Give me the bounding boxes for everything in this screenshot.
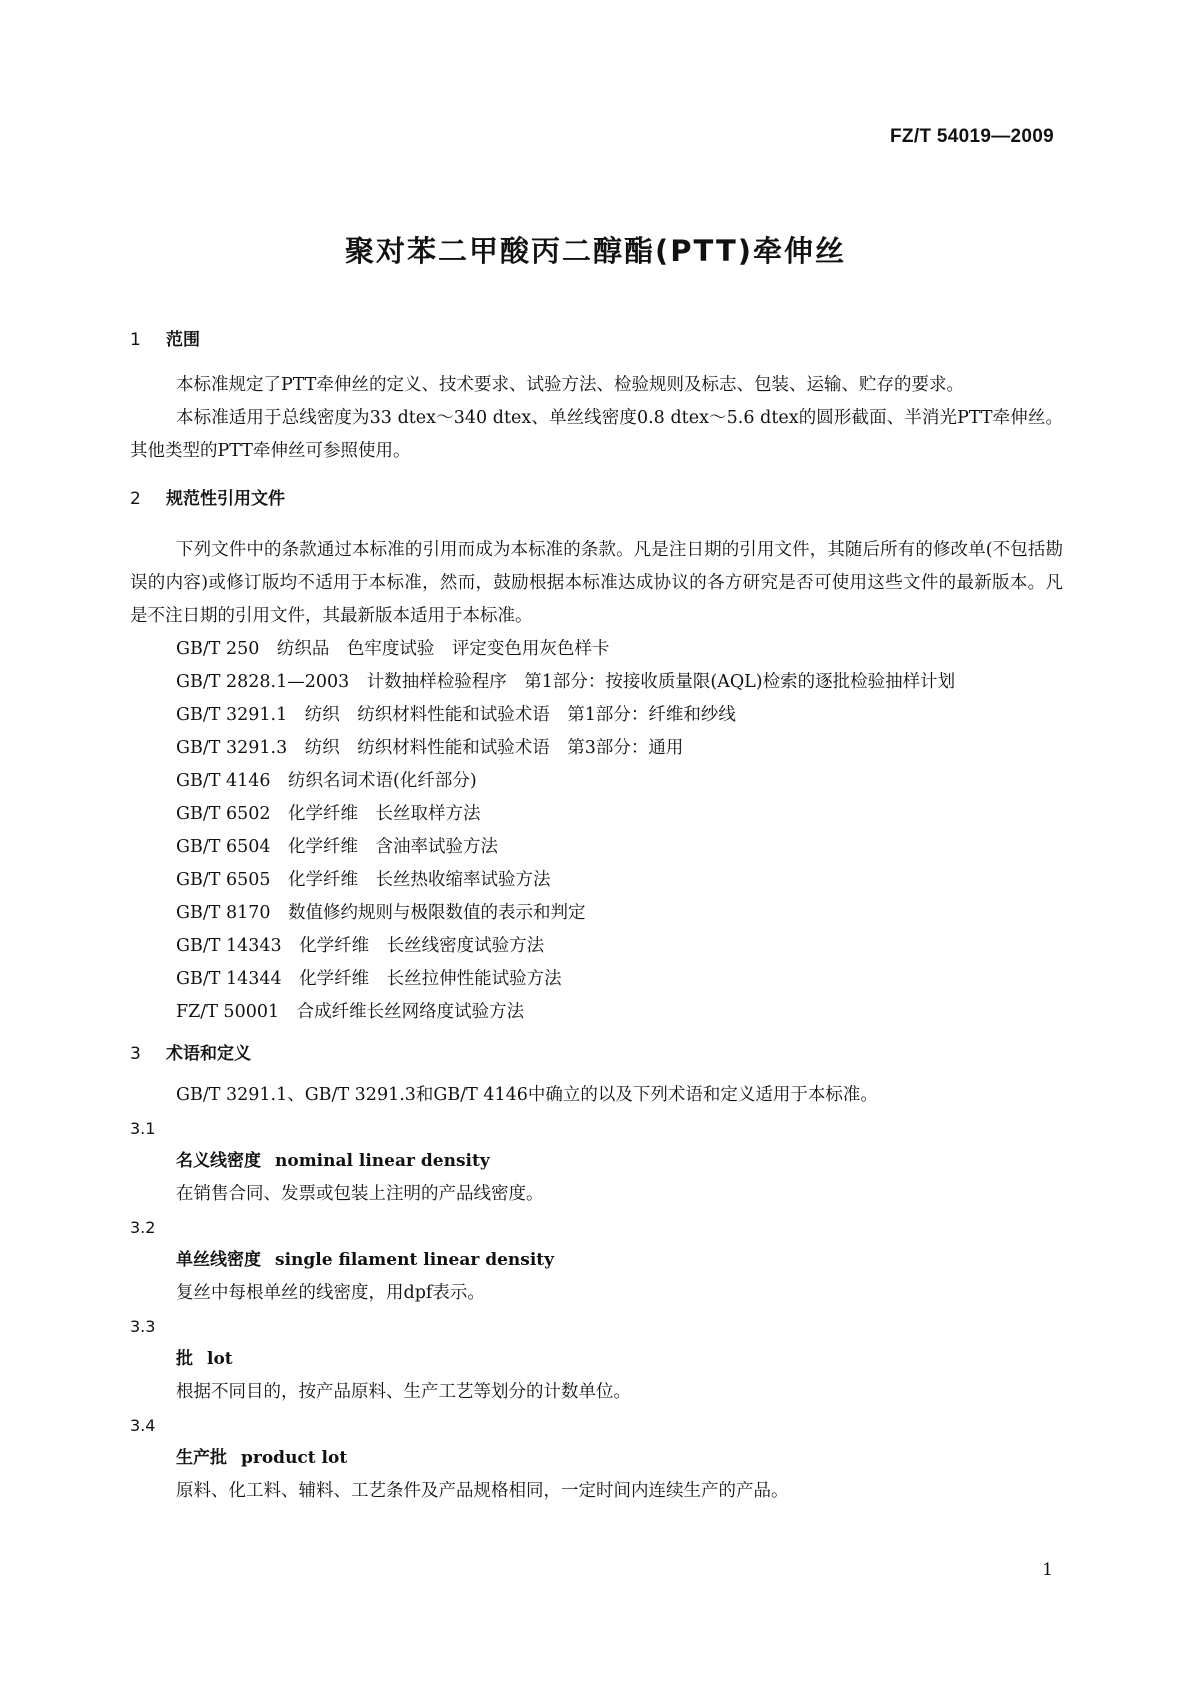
reference-item: GB/T 3291.1 纺织 纺织材料性能和试验术语 第1部分：纤维和纱线 <box>176 705 736 725</box>
paragraph: 本标准适用于总线密度为33 dtex～340 dtex、单丝线密度0.8 dtex～5.6 dtex的圆形截面、半消光PTT牵伸丝。其他类型的PTT牵伸丝可参照使用。 <box>130 408 1063 461</box>
term-zh: 单丝线密度 <box>176 1250 261 1270</box>
document-title: 聚对苯二甲酸丙二醇酯(PTT)牵伸丝 <box>345 234 846 268</box>
clause-number: 3.4 <box>130 1416 156 1435</box>
term-entry <box>130 1211 1063 1310</box>
reference-item: GB/T 6502 化学纤维 长丝取样方法 <box>176 804 481 824</box>
clause-number: 3.1 <box>130 1119 156 1138</box>
term-en: single filament linear density <box>275 1250 555 1270</box>
term-definition: 原料、化工料、辅料、工艺条件及产品规格相同，一定时间内连续生产的产品。 <box>176 1481 789 1501</box>
page-number: 1 <box>1042 1560 1053 1580</box>
section-number: 3 <box>130 1044 141 1064</box>
reference-item: GB/T 3291.3 纺织 纺织材料性能和试验术语 第3部分：通用 <box>176 738 684 758</box>
term-definition: 根据不同目的，按产品原料、生产工艺等划分的计数单位。 <box>176 1382 631 1402</box>
term-zh: 名义线密度 <box>176 1151 261 1171</box>
section-number: 1 <box>130 330 141 350</box>
section-heading-1 <box>130 329 1063 351</box>
reference-item: FZ/T 50001 合成纤维长丝网络度试验方法 <box>176 1002 525 1022</box>
reference-item: GB/T 250 纺织品 色牢度试验 评定变色用灰色样卡 <box>176 639 610 659</box>
section-number: 2 <box>130 489 141 509</box>
term-zh: 批 <box>176 1349 193 1369</box>
term-entry <box>130 1310 1063 1409</box>
reference-item: GB/T 6504 化学纤维 含油率试验方法 <box>176 837 499 857</box>
reference-item: GB/T 2828.1—2003 计数抽样检验程序 第1部分：按接收质量限(AQL)检索的逐批检验抽样计划 <box>176 672 956 692</box>
reference-item: GB/T 6505 化学纤维 长丝热收缩率试验方法 <box>176 870 551 890</box>
reference-item: GB/T 14343 化学纤维 长丝线密度试验方法 <box>176 936 545 956</box>
paragraph: 下列文件中的条款通过本标准的引用而成为本标准的条款。凡是注日期的引用文件，其随后所有的修改单(不包括勘误的内容)或修订版均不适用于本标准，然而，鼓励根据本标准达成协议的各方研究是否可使用这些文件的最新版本。凡是不注日期的引用文件，其最新版本适用于本标准。 <box>130 540 1063 626</box>
term-en: nominal linear density <box>275 1151 490 1171</box>
term-heading <box>130 1244 1063 1277</box>
document-body <box>130 329 1063 1508</box>
section-title: 范围 <box>166 330 200 350</box>
term-heading <box>130 1442 1063 1475</box>
term-en: lot <box>207 1349 233 1369</box>
clause-number: 3.2 <box>130 1218 156 1237</box>
paragraph: GB/T 3291.1、GB/T 3291.3和GB/T 4146中确立的以及下列术语和定义适用于本标准。 <box>176 1085 878 1105</box>
term-definition: 在销售合同、发票或包装上注明的产品线密度。 <box>176 1184 544 1204</box>
term-zh: 生产批 <box>176 1448 227 1468</box>
term-heading <box>130 1343 1063 1376</box>
clause-number: 3.3 <box>130 1317 156 1336</box>
term-entry <box>130 1112 1063 1211</box>
section-title: 规范性引用文件 <box>166 489 285 509</box>
reference-item: GB/T 4146 纺织名词术语(化纤部分) <box>176 771 477 791</box>
section-title: 术语和定义 <box>166 1044 251 1064</box>
reference-item: GB/T 14344 化学纤维 长丝拉伸性能试验方法 <box>176 969 562 989</box>
term-heading <box>130 1145 1063 1178</box>
reference-item: GB/T 8170 数值修约规则与极限数值的表示和判定 <box>176 903 586 923</box>
term-definition: 复丝中每根单丝的线密度，用dpf表示。 <box>176 1283 485 1303</box>
section-heading-2 <box>130 488 1063 510</box>
paragraph: 本标准规定了PTT牵伸丝的定义、技术要求、试验方法、检验规则及标志、包装、运输、贮存的要求。 <box>176 375 964 395</box>
section-heading-3 <box>130 1043 1063 1065</box>
term-entry <box>130 1409 1063 1508</box>
standard-code: FZ/T 54019—2009 <box>890 126 1054 147</box>
term-en: product lot <box>241 1448 348 1468</box>
